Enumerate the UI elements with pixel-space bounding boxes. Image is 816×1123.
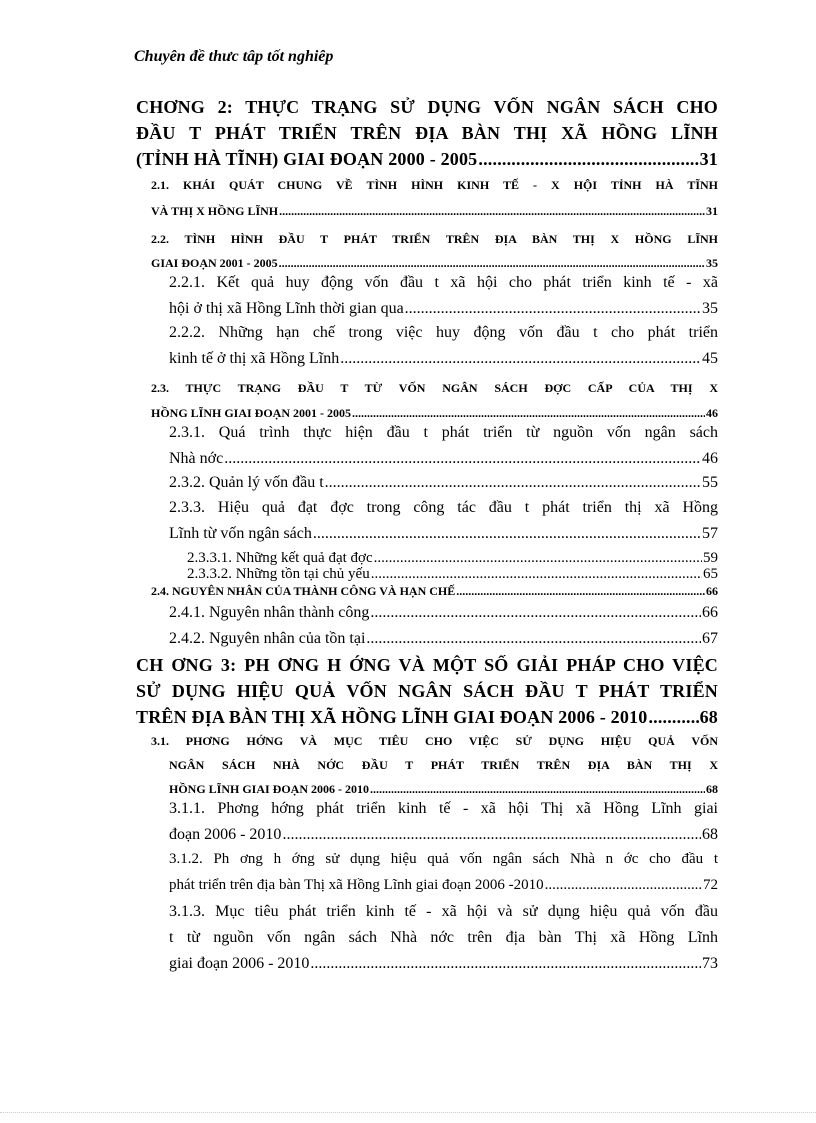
section-2-3-1-line-1: 2.3.1. Quá trình thực hiện đầu t phát triển từ nguồn vốn ngân sách [169,424,718,441]
section-2-4-2-label: 2.4.2. Nguyên nhân của tồn tại [169,630,366,647]
section-2-1-line-1: 2.1. KHÁI QUÁT CHUNG VỀ TÌNH HÌNH KINH TẾ - X HỘI TỈNH HÀ TĨNH [151,178,718,192]
toc-entry-2-4-2[interactable] [169,630,718,648]
dot-leader [224,450,701,468]
dot-leader [313,525,701,543]
toc-entry-3-1-3[interactable] [169,955,718,973]
dot-leader [370,604,701,622]
section-3-1-line-2: NGÂN SÁCH NHÀ NỚC ĐẦU T PHÁT TRIỂN TRÊN ĐỊA BÀN THỊ X [169,758,718,772]
toc-entry-2-2-2[interactable] [169,350,718,368]
section-3-1-line-3: HỒNG LĨNH GIAI ĐOẠN 2006 - 2010 [169,782,370,796]
toc-entry-2-4-1[interactable] [169,604,718,622]
toc-entry-2-3-1[interactable] [169,450,718,468]
section-3-1-3-line-3: giai đoạn 2006 - 2010 [169,955,310,972]
section-2-3-2-label: 2.3.2. Quản lý vốn đầu t [169,474,324,491]
toc-entry-2-2-1[interactable] [169,300,718,318]
dot-leader [279,204,705,219]
toc-entry-2-3-3-2[interactable] [187,566,718,583]
page-number: 59 [703,550,718,566]
section-3-1-2-line-1: 3.1.2. Ph ơng h ớng sử dụng hiệu quả vốn ngân sách Nhà n ớc cho đầu t [169,851,718,867]
toc-entry-2-2[interactable] [151,256,718,271]
dot-leader [545,877,702,894]
section-2-3-3-line-2: Lĩnh từ vốn ngân sách [169,525,312,542]
running-header: Chuyên đề thưc tâp tốt nghiêp [134,48,334,65]
dot-leader [405,300,701,318]
section-2-2-2-line-1: 2.2.2. Những hạn chế trong việc huy động vốn đầu t cho phát triển [169,324,718,341]
dot-leader [352,406,705,421]
dot-leader [456,584,705,599]
page-number: 65 [703,566,718,582]
page-number: 46 [702,450,718,467]
section-2-2-line-1: 2.2. TÌNH HÌNH ĐẦU T PHÁT TRIỂN TRÊN ĐỊA BÀN THỊ X HỒNG LĨNH [151,232,718,246]
dot-leader [282,826,701,844]
page-number: 68 [702,826,718,843]
chapter-3-title-line-2: SỬ DỤNG HIỆU QUẢ VỐN NGÂN SÁCH ĐẦU T PHÁT TRIỂN [136,681,718,701]
section-3-1-3-line-1: 3.1.3. Mục tiêu phát triển kinh tế - xã hội và sử dụng hiệu quả vốn đầu [169,903,718,920]
section-3-1-3-line-2: t từ nguồn vốn ngân sách Nhà nớc trên địa bàn Thị xã Hồng Lĩnh [169,929,718,946]
dot-leader [310,955,701,973]
page-number: 68 [706,782,718,796]
page-number: 55 [702,474,718,491]
section-2-3-line-1: 2.3. THỰC TRẠNG ĐẦU T TỪ VỐN NGÂN SÁCH ĐỢC CẤP CỦA THỊ X [151,381,718,395]
page-number: 45 [702,350,718,367]
chapter-3-title-line-3: TRÊN ĐỊA BÀN THỊ XÃ HỒNG LĨNH GIAI ĐOẠN 2006 - 2010 [136,707,648,727]
dot-leader [648,707,698,728]
dot-leader [366,630,701,648]
toc-entry-2-3-3-1[interactable] [187,550,718,567]
section-2-2-line-2: GIAI ĐOẠN 2001 - 2005 [151,256,278,270]
page-number: 57 [702,525,718,542]
dot-leader [340,350,701,368]
page-number: 35 [706,256,718,270]
toc-entry-3-1-2[interactable] [169,877,718,894]
section-3-1-2-line-2: phát triển trên địa bàn Thị xã Hồng Lĩnh giai đoạn 2006 -2010 [169,877,544,893]
page-number: 66 [706,584,718,598]
toc-entry-2-3-2[interactable] [169,474,718,492]
page-number: 66 [702,604,718,621]
section-2-3-3-line-1: 2.3.3. Hiệu quả đạt đợc trong công tác đầu t phát triển thị xã Hồng [169,499,718,516]
page-number: 35 [702,300,718,317]
toc-entry-2-3-3[interactable] [169,525,718,543]
page-number: 67 [702,630,718,647]
chapter-2-title-line-3: (TỈNH HÀ TĨNH) GIAI ĐOẠN 2000 - 2005 [136,149,478,169]
dot-leader [370,782,705,797]
section-3-1-1-line-2: đoạn 2006 - 2010 [169,826,282,843]
section-2-2-1-line-2: hội ở thị xã Hồng Lĩnh thời gian qua [169,300,404,317]
section-2-4-label: 2.4. NGUYÊN NHÂN CỦA THÀNH CÔNG VÀ HẠN CHẾ [151,584,456,598]
toc-entry-2-3[interactable] [151,406,718,421]
section-2-2-2-line-2: kinh tế ở thị xã Hồng Lĩnh [169,350,340,367]
section-3-1-1-line-1: 3.1.1. Phơng hớng phát triển kinh tế - xã hội Thị xã Hồng Lĩnh giai [169,800,718,817]
toc-entry-3-1[interactable] [169,782,718,797]
toc-entry-3-1-1[interactable] [169,826,718,844]
dot-leader [279,256,705,271]
page-number: 68 [699,707,718,727]
toc-entry-2-4[interactable] [151,584,718,599]
page-number: 46 [706,406,718,420]
dot-leader [371,566,702,583]
section-2-3-1-line-2: Nhà nớc [169,450,224,467]
dot-leader [325,474,701,492]
page-number: 31 [699,149,718,169]
dot-leader [374,550,702,567]
toc-entry-2-1[interactable] [151,204,718,219]
page-bottom-border [0,1112,816,1113]
toc-entry-chapter-2[interactable] [136,149,718,170]
section-2-2-1-line-1: 2.2.1. Kết quả huy động vốn đầu t xã hội cho phát triển kinh tế - xã [169,274,718,291]
page-number: 31 [706,204,718,218]
section-2-3-3-1-label: 2.3.3.1. Những kết quả đạt đợc [187,550,373,566]
toc-entry-chapter-3[interactable] [136,707,718,728]
section-2-3-line-2: HỒNG LĨNH GIAI ĐOẠN 2001 - 2005 [151,406,352,420]
section-3-1-line-1: 3.1. PHƠNG HỚNG VÀ MỤC TIÊU CHO VIỆC SỬ DỤNG HIỆU QUẢ VỐN [151,734,718,748]
chapter-3-title-line-1: CH ƠNG 3: PH ƠNG H ỚNG VÀ MỘT SỐ GIẢI PHÁP CHO VIỆC [136,655,718,675]
section-2-1-line-2: VÀ THỊ X HỒNG LĨNH [151,204,279,218]
section-2-4-1-label: 2.4.1. Nguyên nhân thành công [169,604,370,621]
chapter-2-title-line-1: CHƠNG 2: THỰC TRẠNG SỬ DỤNG VỐN NGÂN SÁCH CHO [136,97,718,117]
page-number: 73 [702,955,718,972]
page-number: 72 [703,877,718,893]
section-2-3-3-2-label: 2.3.3.2. Những tồn tại chủ yếu [187,566,370,582]
chapter-2-title-line-2: ĐẦU T PHÁT TRIỂN TRÊN ĐỊA BÀN THỊ XÃ HỒNG LĨNH [136,123,718,143]
dot-leader [478,149,698,170]
